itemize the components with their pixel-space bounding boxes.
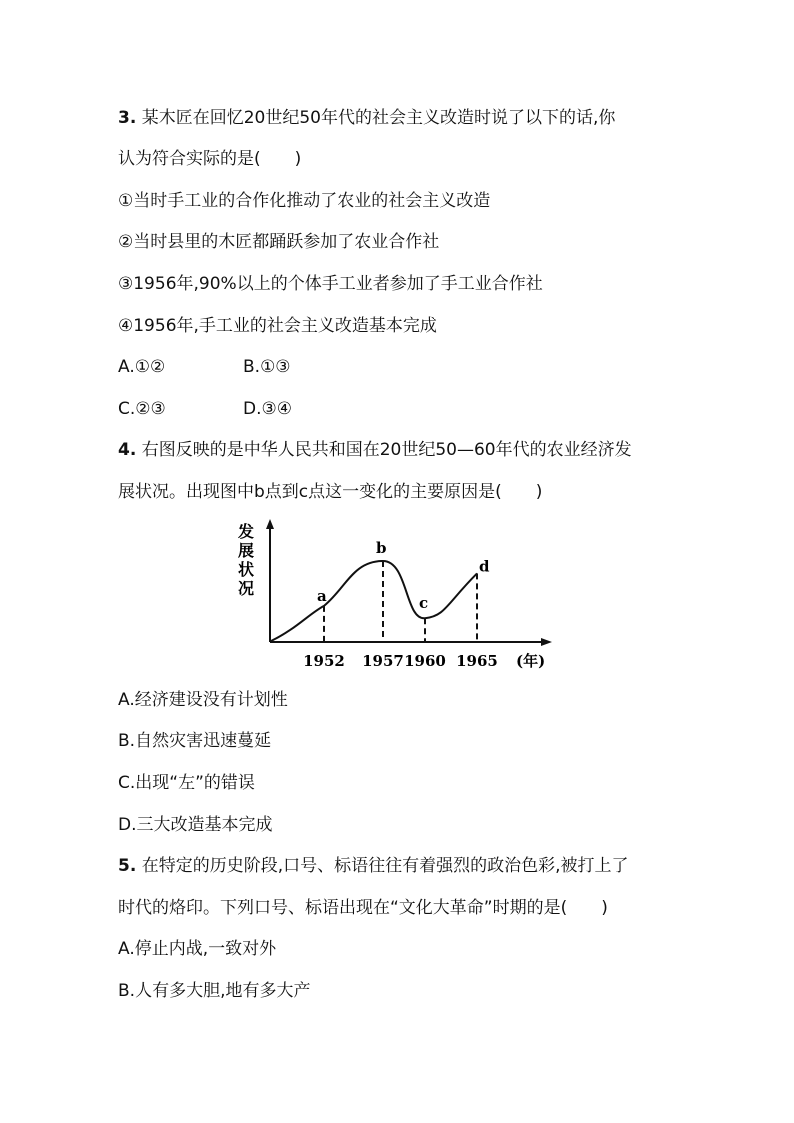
y-axis-label-char: 展 xyxy=(238,541,255,560)
agriculture-development-chart xyxy=(230,515,560,675)
q5-stem-line2: 时代的烙印。下列口号、标语出现在“文化大革命”时期的是( ) xyxy=(118,898,608,918)
q4-stem-line1 xyxy=(118,440,632,460)
q4-option-a[interactable]: A.经济建设没有计划性 xyxy=(118,690,288,710)
y-axis-label-char: 状 xyxy=(238,560,255,579)
q5-option-b[interactable]: B.人有多大胆,地有多大产 xyxy=(118,981,311,1001)
chart-marks xyxy=(303,539,498,670)
x-axis-arrow xyxy=(541,638,552,646)
q4-option-c[interactable]: C.出现“左”的错误 xyxy=(118,773,255,793)
q5-stem-text: 在特定的历史阶段,口号、标语往往有着强烈的政治色彩,被打上了 xyxy=(136,856,629,876)
x-axis-unit: (年) xyxy=(516,652,546,670)
q5-option-a[interactable]: A.停止内战,一致对外 xyxy=(118,939,277,959)
q3-number: 3. xyxy=(118,108,137,128)
development-curve xyxy=(271,561,477,641)
y-axis-label-char: 发 xyxy=(238,522,255,541)
q3-stem-line2: 认为符合实际的是( ) xyxy=(118,149,302,169)
q3-statement-3: ③1956年,90%以上的个体手工业者参加了手工业合作社 xyxy=(118,274,543,294)
q3-option-d[interactable]: D.③④ xyxy=(243,399,292,419)
y-axis-label xyxy=(237,522,254,598)
x-tick-label: 1957 xyxy=(362,652,404,670)
point-label: c xyxy=(419,594,429,613)
q3-statement-2: ②当时县里的木匠都踊跃参加了农业合作社 xyxy=(118,232,440,252)
q4-number: 4. xyxy=(118,440,137,460)
q3-statement-1: ①当时手工业的合作化推动了农业的社会主义改造 xyxy=(118,191,491,211)
x-tick-label: 1960 xyxy=(404,652,446,670)
y-axis-arrow xyxy=(266,519,274,529)
q3-stem-line1 xyxy=(118,108,615,128)
q3-option-a[interactable]: A.①② xyxy=(118,357,166,377)
q4-stem-text: 右图反映的是中华人民共和国在20世纪50—60年代的农业经济发 xyxy=(136,440,632,460)
q4-option-d[interactable]: D.三大改造基本完成 xyxy=(118,815,273,835)
point-label: d xyxy=(479,557,490,576)
q5-stem-line1 xyxy=(118,856,629,876)
point-label: a xyxy=(317,586,327,605)
y-axis-label-char: 况 xyxy=(238,579,255,598)
q3-stem-text: 某木匠在回忆20世纪50年代的社会主义改造时说了以下的话,你 xyxy=(136,108,616,128)
q3-option-b[interactable]: B.①③ xyxy=(243,357,291,377)
q4-option-b[interactable]: B.自然灾害迅速蔓延 xyxy=(118,731,272,751)
point-label: b xyxy=(376,539,387,557)
q3-statement-4: ④1956年,手工业的社会主义改造基本完成 xyxy=(118,316,437,336)
x-tick-label: 1965 xyxy=(456,652,498,670)
q5-number: 5. xyxy=(118,856,137,876)
x-tick-label: 1952 xyxy=(303,652,345,670)
q4-stem-line2: 展状况。出现图中b点到c点这一变化的主要原因是( ) xyxy=(118,482,543,502)
q3-option-c[interactable]: C.②③ xyxy=(118,399,166,419)
